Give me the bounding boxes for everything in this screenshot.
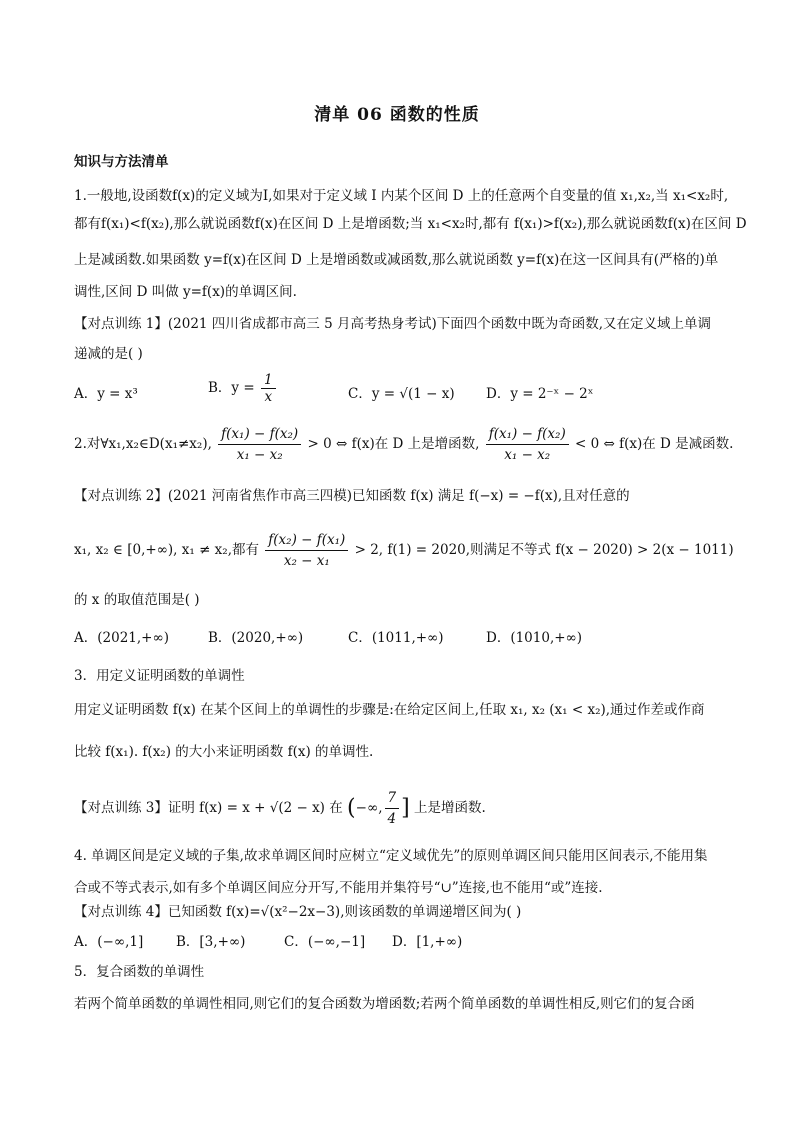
ex1-option-d: D．y = 2⁻ˣ − 2ˣ	[486, 386, 594, 402]
ex2-option-c: C．(1011,+∞)	[348, 630, 444, 646]
p1-line-4: 调性,区间 D 叫做 y=f(x)的单调区间.	[74, 284, 297, 300]
ex3-right-bracket: ]	[401, 795, 410, 821]
ex1-option-b-prefix: B．y =	[208, 380, 255, 396]
ex3-prefix: 【对点训练 3】证明 f(x) = x + √(2 − x) 在	[74, 800, 343, 816]
p2-fraction-1-denominator: x₁ − x₂	[236, 447, 283, 463]
section-heading: 知识与方法清单	[74, 154, 169, 170]
ex3-fraction-denominator: 4	[387, 811, 397, 827]
p4-line-1: 4. 单调区间是定义域的子集,故求单调区间时应树立“定义域优先”的原则单调区间只能用区间表示,不能用集	[74, 848, 708, 864]
ex4-line-1: 【对点训练 4】已知函数 f(x)=√(x²−2x−3),则该函数的单调递增区间为( )	[74, 904, 522, 920]
p5-heading: 5．复合函数的单调性	[74, 964, 205, 980]
p1-line-2: 都有f(x₁)<f(x₂),那么就说函数f(x)在区间 D 上是增函数;当 x₁<x₂时,都有 f(x₁)>f(x₂),那么就说函数f(x)在区间 D	[74, 216, 747, 232]
ex2-fraction	[265, 530, 348, 571]
ex2-line-2-prefix: x₁, x₂ ∈ [0,+∞), x₁ ≠ x₂,都有	[74, 542, 259, 558]
ex1-option-b	[208, 372, 278, 405]
ex3-fraction	[385, 788, 400, 829]
ex1-option-b-fraction	[261, 372, 276, 405]
p2-middle: > 0 ⇔ f(x)在 D 上是增函数,	[307, 436, 480, 452]
ex2-option-b: B．(2020,+∞)	[208, 630, 304, 646]
ex4-option-c: C．(−∞,−1]	[284, 934, 366, 950]
p4-line-2: 合或不等式表示,如有多个单调区间应分开写,不能用并集符号“∪”连接,也不能用“或”连接.	[74, 880, 603, 896]
ex2-fraction-denominator: x₂ − x₁	[283, 553, 330, 569]
ex2-line-1: 【对点训练 2】(2021 河南省焦作市高三四模)已知函数 f(x) 满足 f(−x) = −f(x),且对任意的	[74, 488, 630, 504]
ex3-line	[74, 788, 734, 829]
ex3-suffix: 上是增函数.	[413, 800, 486, 816]
page-title: 清单 06 函数的性质	[314, 105, 480, 125]
ex3-fraction-numerator: 7	[385, 788, 400, 809]
p1-line-1: 1.一般地,设函数f(x)的定义域为I,如果对于定义域 I 内某个区间 D 上的任意两个自变量的值 x₁,x₂,当 x₁<x₂时,	[74, 188, 729, 204]
ex2-line-2	[74, 530, 734, 571]
p2-fraction-2-numerator: f(x₁) − f(x₂)	[486, 424, 569, 445]
ex4-option-b: B．[3,+∞)	[176, 934, 246, 950]
p3-heading: 3．用定义证明函数的单调性	[74, 668, 245, 684]
ex2-line-3: 的 x 的取值范围是( )	[74, 592, 200, 608]
p2-fraction-2	[486, 424, 569, 465]
p2-fraction-2-denominator: x₁ − x₂	[504, 447, 551, 463]
ex1-line-1: 【对点训练 1】(2021 四川省成都市高三 5 月高考热身考试)下面四个函数中既为奇函数,又在定义域上单调	[74, 316, 712, 332]
p2-line	[74, 424, 734, 465]
ex3-left-paren: (	[347, 795, 356, 821]
p2-fraction-1	[218, 424, 301, 465]
ex4-option-a: A．(−∞,1]	[74, 934, 144, 950]
p3-line-1: 用定义证明函数 f(x) 在某个区间上的单调性的步骤是:在给定区间上,任取 x₁, x₂ (x₁ < x₂),通过作差或作商	[74, 702, 705, 718]
ex2-line-2-suffix: > 2, f(1) = 2020,则满足不等式 f(x − 2020) > 2(x − 1011)	[354, 542, 734, 558]
ex2-option-d: D．(1010,+∞)	[486, 630, 583, 646]
ex1-option-b-numerator: 1	[261, 372, 276, 389]
p5-line-1: 若两个简单函数的单调性相同,则它们的复合函数为增函数;若两个简单函数的单调性相反,则它们的复合函	[74, 996, 695, 1012]
ex1-option-c: C．y = √(1 − x)	[348, 386, 455, 402]
ex1-option-a: A．y = x³	[74, 386, 138, 402]
ex1-line-2: 递减的是( )	[74, 346, 143, 362]
ex4-option-d: D．[1,+∞)	[392, 934, 463, 950]
p2-fraction-1-numerator: f(x₁) − f(x₂)	[218, 424, 301, 445]
p1-line-3: 上是减函数.如果函数 y=f(x)在区间 D 上是增函数或减函数,那么就说函数 y=f(x)在这一区间具有(严格的)单	[74, 252, 719, 268]
p3-line-2: 比较 f(x₁). f(x₂) 的大小来证明函数 f(x) 的单调性.	[74, 744, 374, 760]
ex2-option-a: A．(2021,+∞)	[74, 630, 169, 646]
p2-prefix: 2.对∀x₁,x₂∈D(x₁≠x₂),	[74, 436, 212, 452]
ex1-option-b-denominator: x	[264, 389, 273, 405]
p2-suffix: < 0 ⇔ f(x)在 D 是减函数.	[575, 436, 734, 452]
ex3-interval-start: −∞,	[355, 800, 383, 816]
ex2-fraction-numerator: f(x₂) − f(x₁)	[265, 530, 348, 551]
